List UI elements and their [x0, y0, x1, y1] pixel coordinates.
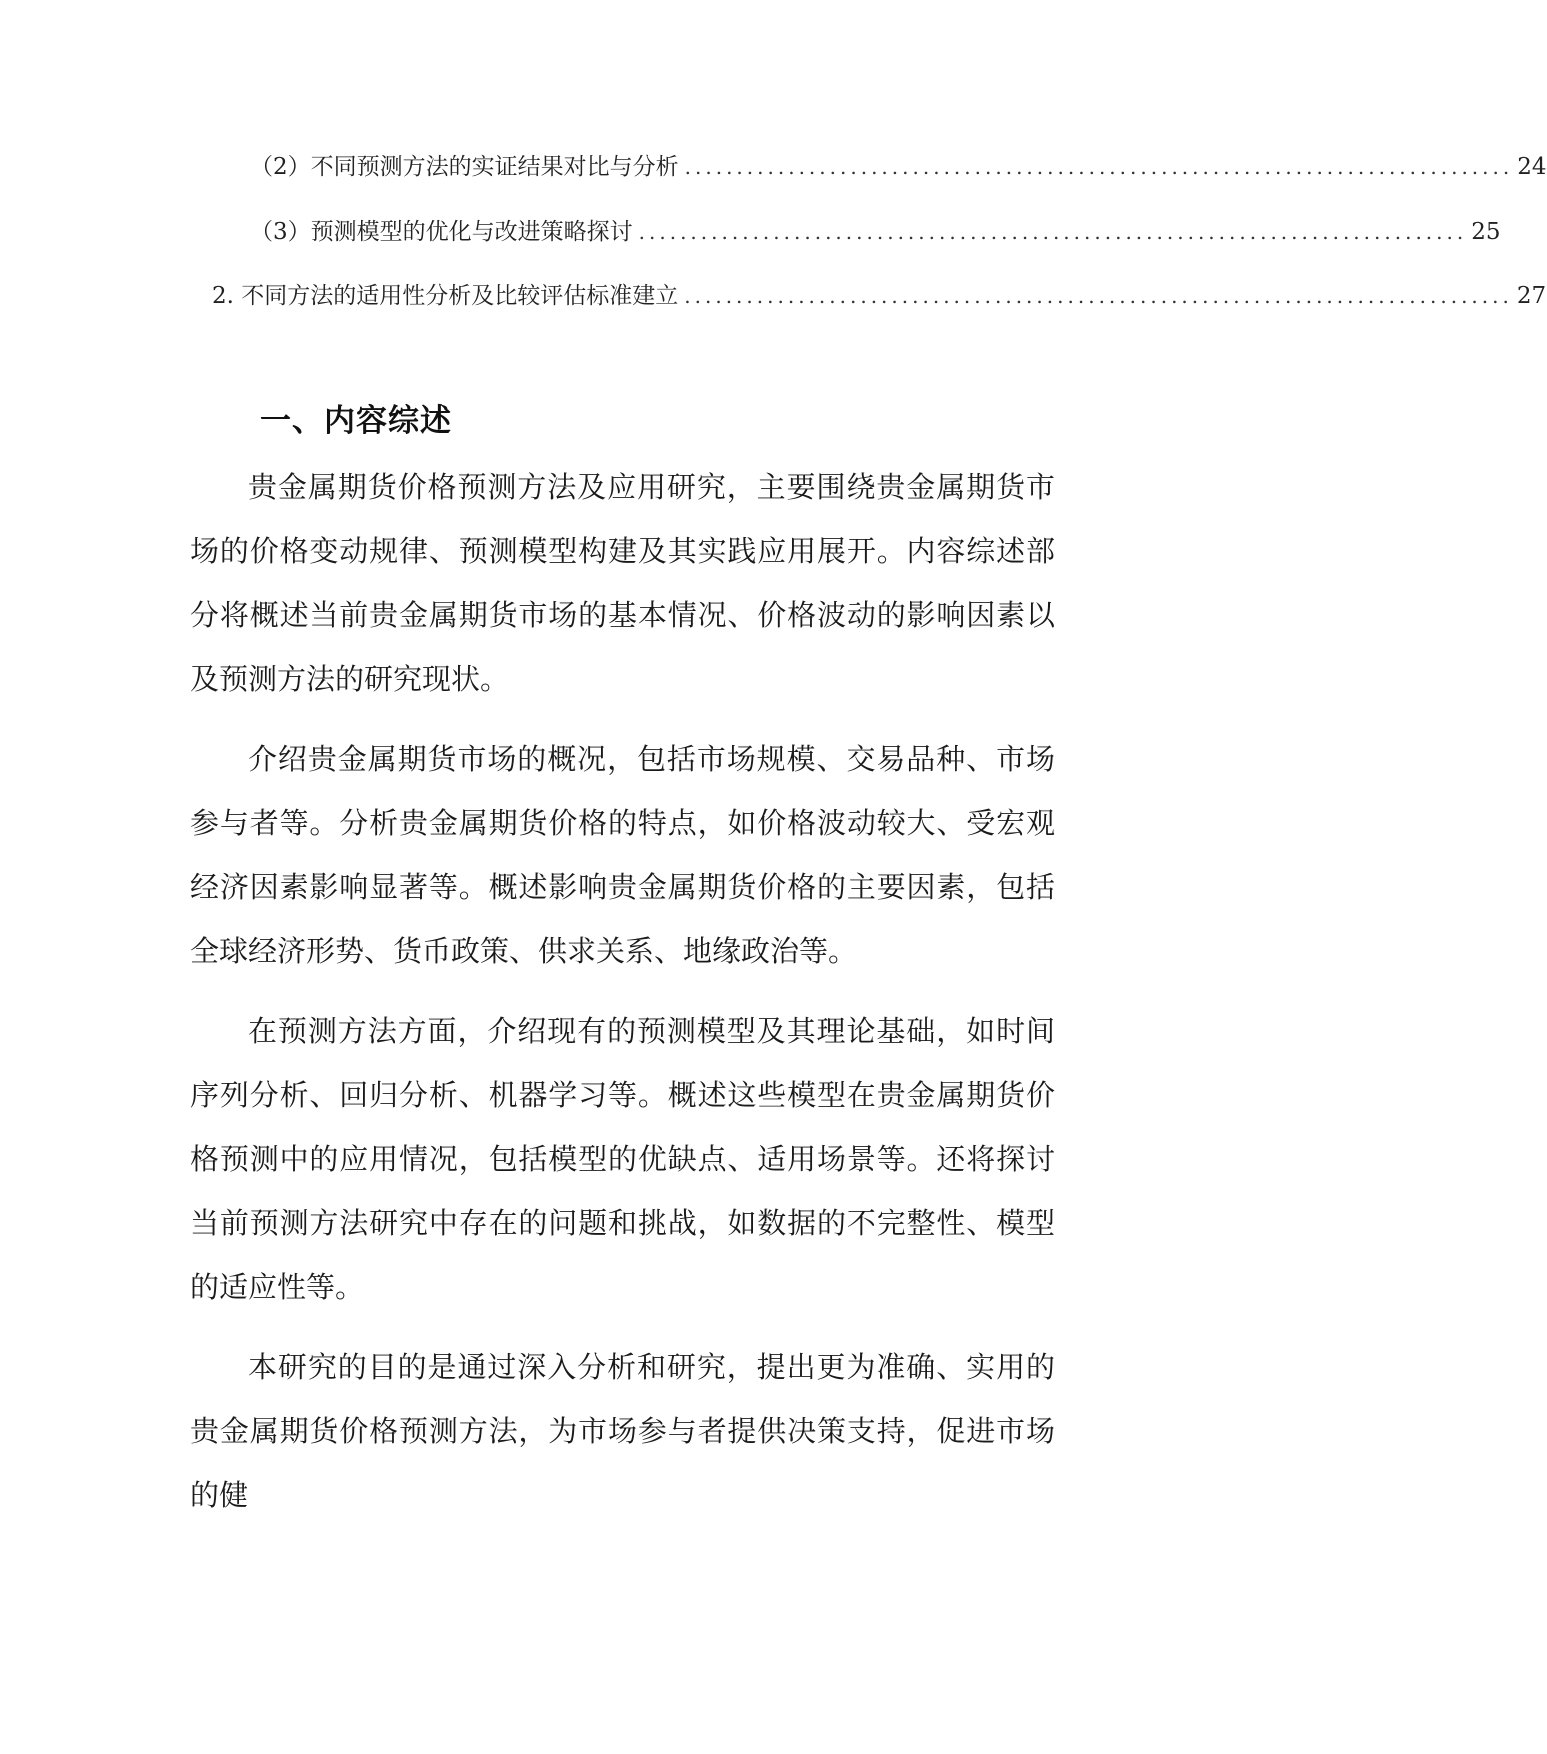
toc-entry-title: （2）不同预测方法的实证结果对比与分析	[250, 154, 679, 180]
paragraph: 介绍贵金属期货市场的概况，包括市场规模、交易品种、市场参与者等。分析贵金属期货价格的特点，如价格波动较大、受宏观经济因素影响显著等。概述影响贵金属期货价格的主要因素，包括全球经济形势、货币政策、供求关系、地缘政治等。	[190, 742, 1055, 968]
toc-leader-dots: ................................................................................	[684, 284, 1513, 308]
toc-leader-dots: ................................................................................	[638, 220, 1468, 244]
toc-entry-page: 25	[1471, 219, 1501, 245]
toc-entry-page: 27	[1516, 283, 1547, 309]
toc-entry-title: 2. 不同方法的适用性分析及比较评估标准建立	[212, 283, 679, 309]
paragraph: 在预测方法方面，介绍现有的预测模型及其理论基础，如时间序列分析、回归分析、机器学习等。概述这些模型在贵金属期货价格预测中的应用情况，包括模型的优缺点、适用场景等。还将探讨当前预测方法研究中存在的问题和挑战，如数据的不完整性、模型的适应性等。	[190, 1014, 1055, 1304]
toc-entry-page: 24	[1517, 154, 1547, 180]
toc-leader-dots: ................................................................................	[684, 155, 1514, 179]
paragraph: 贵金属期货价格预测方法及应用研究，主要围绕贵金属期货市场的价格变动规律、预测模型构建及其实践应用展开。内容综述部分将概述当前贵金属期货市场的基本情况、价格波动的影响因素以及预测方法的研究现状。	[190, 470, 1055, 696]
section-heading: 一、内容综述	[260, 402, 452, 439]
paragraph: 本研究的目的是通过深入分析和研究，提出更为准确、实用的贵金属期货价格预测方法，为市场参与者提供决策支持，促进市场的健	[190, 1350, 1055, 1512]
toc-entry[interactable]	[250, 217, 1501, 247]
toc-entry[interactable]	[212, 281, 1547, 311]
section-body	[190, 455, 1055, 1543]
toc-entry[interactable]	[250, 152, 1547, 182]
toc-entry-title: （3）预测模型的优化与改进策略探讨	[250, 219, 633, 245]
